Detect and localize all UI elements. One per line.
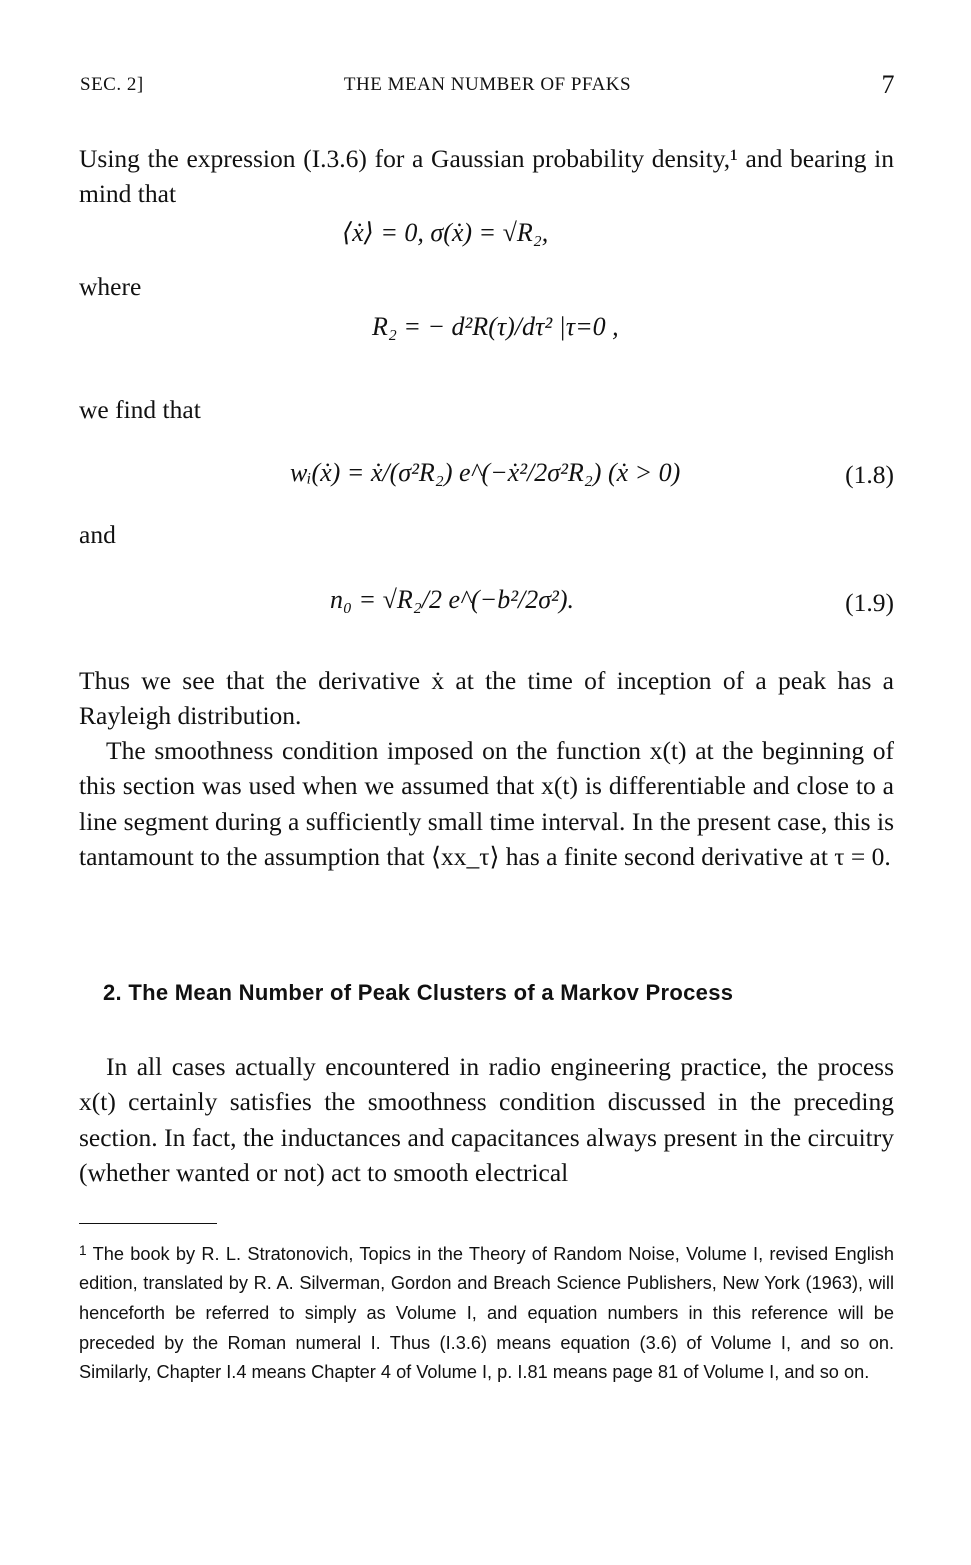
equation-1-9	[330, 585, 574, 615]
page-number: 7	[881, 70, 895, 99]
section-heading: 2. The Mean Number of Peak Clusters of a Markov Process	[103, 980, 734, 1005]
footnote-rule	[79, 1223, 217, 1224]
intro-paragraph: Using the expression (I.3.6) for a Gaussian probability density,¹ and bearing in mind that	[79, 144, 894, 209]
footnote-marker: 1	[79, 1243, 87, 1258]
equation-mean-sigma	[342, 218, 548, 248]
equation-mean-sigma-text: ⟨ẋ⟩ = 0, σ(ẋ) = √R₂,	[342, 218, 549, 247]
running-title: THE MEAN NUMBER OF PFAKS	[343, 74, 632, 95]
equation-1-9-text: n₀ = √R₂/2 e^(−b²/2σ²).	[330, 585, 575, 614]
rayleigh-paragraph: Thus we see that the derivative ẋ at the time of inception of a peak has a Rayleigh distribution.	[79, 666, 894, 731]
section-label: SEC. 2]	[80, 74, 144, 95]
word-we-find: we find that	[79, 395, 201, 424]
word-where: where	[79, 272, 142, 301]
radio-paragraph: In all cases actually encountered in radio engineering practice, the process x(t) certainly satisfies the smoothness condition discussed in the preceding section. In fact, the inductances and capacitances always present in the circuitry (whether wanted or not) act to smooth electrical	[79, 1052, 894, 1188]
equation-number-1-8: (1.8)	[845, 460, 894, 489]
page-header	[80, 70, 895, 104]
word-and: and	[79, 520, 116, 549]
equation-1-8-text: wᵢ(ẋ) = ẋ/(σ²R₂) e^(−ẋ²/2σ²R₂) (ẋ > 0)	[290, 458, 681, 487]
footnote-text: The book by R. L. Stratonovich, Topics in the Theory of Random Noise, Volume I, revised English edition, translated by R. A. Silverman, Gordon and Breach Science Publishers, New York (1963), will henceforth be referred to simply as Volume I, and equation numbers in this reference will be preceded by the Roman numeral I. Thus (I.3.6) means equation (3.6) of Volume I, and so on. Similarly, Chapter I.4 means Chapter 4 of Volume I, p. I.81 means page 81 of Volume I, and so on.	[79, 1243, 894, 1383]
equation-number-1-9: (1.9)	[845, 588, 894, 617]
equation-r2	[372, 312, 619, 342]
equation-r2-text: R₂ = − d²R(τ)/dτ² |τ=0 ,	[372, 312, 619, 341]
footnote	[79, 1236, 894, 1388]
smoothness-paragraph: The smoothness condition imposed on the function x(t) at the beginning of this section was used when we assumed that x(t) is differentiable and close to a line segment during a sufficiently small time interval. In the present case, this is tantamount to the assumption that ⟨xx_τ⟩ has a finite second derivative at τ = 0.	[79, 736, 894, 872]
equation-1-8	[290, 458, 680, 488]
